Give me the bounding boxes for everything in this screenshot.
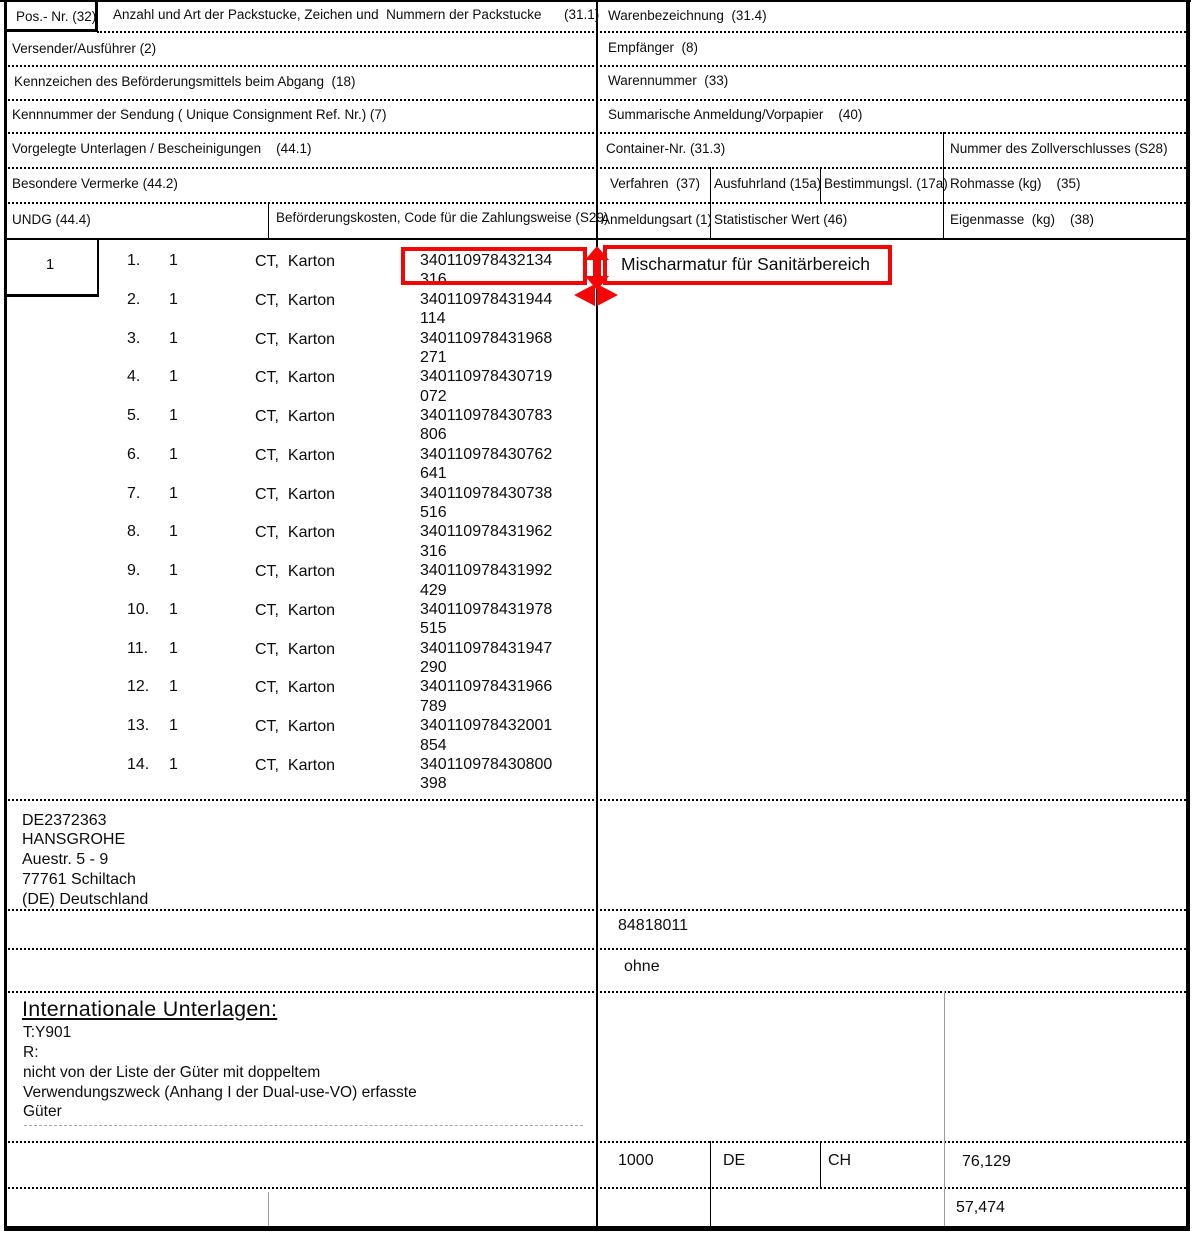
field-label-undg: UNDG (44.4)	[12, 212, 91, 227]
package-type: CT, Karton	[255, 369, 336, 387]
package-index: 11.	[127, 639, 149, 657]
package-number-main: 340110978431966	[420, 678, 553, 696]
unterlagen-line: Verwendungszweck (Anhang I der Dual-use-VO) erfasste	[23, 1084, 417, 1101]
package-number	[420, 329, 552, 368]
header-bottom-line	[5, 238, 1186, 240]
sender-line: HANSGROHE	[22, 831, 126, 848]
column-divider	[710, 1141, 711, 1226]
field-label-summarische: Summarische Anmeldung/Vorpapier (40)	[608, 107, 863, 122]
package-number	[420, 677, 552, 716]
package-number	[420, 716, 552, 755]
package-row	[105, 639, 625, 678]
package-number-main: 340110978431968	[420, 329, 553, 347]
field-label-kennzeichen: Kennzeichen des Beförderungsmittels beim Abgang (18)	[14, 74, 356, 89]
package-row	[105, 522, 625, 561]
form-left-border	[4, 1, 7, 1230]
field-label-container-nr: Container-Nr. (31.3)	[606, 141, 726, 156]
position-box-bottom-border	[4, 294, 99, 297]
package-number-main: 340110978431978	[420, 600, 553, 618]
package-index: 14.	[127, 755, 150, 773]
rohmasse-value: 76,129	[962, 1153, 1011, 1170]
field-label-vorgelegte: Vorgelegte Unterlagen / Bescheinigungen (44.1)	[12, 141, 312, 156]
package-index: 6.	[127, 445, 141, 463]
dotted-separator	[5, 991, 1186, 993]
package-number-suffix: 316	[420, 271, 447, 289]
package-type: CT, Karton	[255, 640, 336, 658]
unterlagen-line: T:Y901	[23, 1024, 72, 1041]
unterlagen-line: nicht von der Liste der Güter mit doppeltem	[23, 1064, 321, 1081]
package-list	[105, 251, 625, 794]
package-row	[105, 445, 625, 484]
package-index: 12.	[127, 678, 150, 696]
package-number	[420, 445, 552, 484]
package-quantity: 1	[169, 717, 178, 735]
unterlagen-title: Internationale Unterlagen:	[22, 997, 278, 1021]
package-number-suffix: 516	[420, 504, 447, 521]
package-number-main: 340110978431944	[420, 290, 553, 308]
package-index: 4.	[127, 368, 141, 386]
field-label-bestimmungsland: Bestimmungsl. (17a)	[824, 176, 948, 191]
package-number	[420, 561, 552, 600]
package-number-suffix: 316	[420, 542, 447, 560]
position-number: 1	[45, 256, 55, 273]
field-label-zollverschluss: Nummer des Zollverschlusses (S28)	[950, 141, 1168, 156]
package-type: CT, Karton	[255, 446, 336, 464]
package-quantity: 1	[169, 407, 178, 425]
dotted-separator	[5, 1187, 1186, 1189]
dotted-separator	[5, 799, 1186, 801]
goods-description: Mischarmatur für Sanitärbereich	[621, 254, 870, 274]
field-label-versender: Versender/Ausführer (2)	[12, 41, 157, 56]
field-label-packstuecke: Anzahl und Art der Packstucke, Zeichen und Nummern der Packstucke (31.1)	[113, 7, 600, 22]
package-number-main: 340110978431947	[420, 639, 553, 657]
package-type: CT, Karton	[255, 563, 336, 581]
package-quantity: 1	[169, 678, 178, 696]
package-number-suffix: 271	[420, 348, 447, 366]
package-number-suffix: 806	[420, 426, 447, 444]
field-label-pos-nr: Pos.- Nr. (32)	[16, 9, 97, 24]
package-number-main: 340110978430783	[420, 407, 553, 425]
package-quantity: 1	[169, 290, 178, 308]
package-type: CT, Karton	[255, 330, 336, 348]
package-index: 9.	[127, 562, 141, 580]
field-label-befoerderungskosten: Beförderungskosten, Code für die Zahlungsweise (S29)	[276, 210, 609, 225]
package-number-main: 340110978430800	[420, 755, 553, 773]
package-number-suffix: 290	[420, 659, 447, 677]
package-number-suffix: 515	[420, 620, 447, 638]
package-row	[105, 561, 625, 600]
field-label-statistischer-wert: Statistischer Wert (46)	[714, 212, 848, 227]
field-label-besondere: Besondere Vermerke (44.2)	[12, 176, 178, 191]
package-number	[420, 600, 552, 639]
dotted-separator	[5, 1141, 1186, 1143]
package-index: 1.	[127, 252, 141, 269]
package-number-suffix: 114	[420, 310, 446, 328]
package-quantity: 1	[169, 562, 178, 580]
package-row	[105, 755, 625, 794]
package-number-suffix: 072	[420, 387, 447, 405]
package-number	[420, 406, 552, 445]
package-index: 5.	[127, 407, 141, 425]
package-type: CT, Karton	[255, 718, 336, 736]
dotted-separator	[5, 948, 1186, 950]
field-label-warenbezeichnung: Warenbezeichnung (31.4)	[608, 8, 767, 23]
form-right-border	[1186, 1, 1190, 1230]
package-type: CT, Karton	[255, 601, 336, 619]
package-index: 13.	[127, 717, 150, 735]
eigenmasse-value: 57,474	[956, 1199, 1005, 1216]
package-quantity: 1	[169, 329, 178, 347]
field-label-anmeldungsart: Anmeldungsart (1)	[601, 212, 713, 227]
dotted-separator	[97, 31, 1186, 33]
package-number-suffix: 641	[420, 465, 447, 483]
package-type: CT, Karton	[255, 756, 336, 774]
position-box-right-border	[97, 240, 99, 296]
highlight-box-description	[603, 245, 892, 285]
form-bottom-border	[4, 1226, 1190, 1231]
package-number-suffix: 789	[420, 697, 447, 715]
field-label-verfahren: Verfahren (37)	[610, 176, 701, 191]
column-divider	[820, 1141, 821, 1187]
highlight-box-package-number	[401, 247, 587, 285]
warennummer-value: 84818011	[618, 917, 688, 934]
field-label-warennummer: Warennummer (33)	[608, 73, 729, 88]
package-quantity: 1	[169, 755, 178, 773]
field-label-empfaenger: Empfänger (8)	[608, 40, 699, 55]
package-index: 8.	[127, 523, 141, 541]
package-row	[105, 406, 625, 445]
unterlagen-line: R:	[23, 1044, 39, 1061]
package-number	[420, 755, 552, 794]
package-number-main: 340110978431962	[420, 523, 553, 541]
package-type: CT, Karton	[255, 291, 336, 309]
dotted-separator	[5, 99, 1186, 101]
package-type: CT, Karton	[255, 485, 336, 503]
vorpapier-value: ohne	[624, 958, 660, 975]
dotted-separator	[5, 132, 1186, 134]
package-number-main: 340110978432001	[420, 717, 553, 735]
package-number-main: 340110978430762	[420, 445, 553, 463]
package-quantity: 1	[169, 523, 178, 541]
sender-line: (DE) Deutschland	[22, 891, 149, 908]
package-number-suffix: 398	[420, 775, 447, 793]
package-quantity: 1	[169, 484, 178, 502]
sender-line: 77761 Schiltach	[22, 871, 136, 888]
horizontal-double-arrow-icon	[574, 284, 618, 306]
dotted-separator	[5, 202, 1186, 204]
package-number	[420, 639, 552, 678]
package-number	[420, 522, 552, 561]
package-index: 2.	[127, 290, 141, 308]
package-number	[420, 290, 552, 329]
package-number-suffix: 429	[420, 581, 447, 599]
ausfuhrland-value: DE	[723, 1152, 746, 1169]
package-quantity: 1	[169, 368, 178, 386]
package-type: CT, Karton	[255, 679, 336, 697]
column-divider-gray	[268, 1192, 269, 1226]
field-label-eigenmasse: Eigenmasse (kg) (38)	[950, 212, 1095, 227]
package-index: 7.	[127, 484, 141, 502]
package-row	[105, 329, 625, 368]
package-number-main: 340110978430738	[420, 484, 553, 502]
package-row	[105, 484, 625, 523]
package-quantity: 1	[169, 600, 178, 618]
dotted-separator	[5, 909, 1186, 911]
bestimmungsland-value: CH	[828, 1152, 852, 1169]
package-row	[105, 677, 625, 716]
column-divider	[268, 202, 269, 238]
sender-line: Auestr. 5 - 9	[22, 851, 109, 868]
package-number	[420, 367, 552, 406]
package-number-main: 340110978432134	[420, 252, 553, 269]
package-row	[105, 600, 625, 639]
verfahren-value: 1000	[618, 1152, 654, 1169]
unterlagen-line: Güter	[23, 1103, 62, 1120]
pos-box-bottom-border	[4, 29, 98, 32]
package-number	[420, 484, 552, 523]
dotted-separator	[5, 167, 1186, 169]
field-label-ausfuhrland: Ausfuhrland (15a)	[714, 176, 822, 191]
package-quantity: 1	[169, 252, 178, 269]
gray-dashed-separator	[24, 1125, 583, 1126]
package-row	[105, 367, 625, 406]
package-number-main: 340110978431992	[420, 562, 553, 580]
package-number-main: 340110978430719	[420, 368, 553, 386]
package-row	[105, 290, 625, 329]
column-divider	[710, 167, 711, 238]
column-divider-gray	[944, 991, 945, 1226]
sender-line: DE2372363	[22, 812, 107, 829]
field-label-kennnummer: Kennnummer der Sendung ( Unique Consignment Ref. Nr.) (7)	[12, 107, 387, 122]
package-quantity: 1	[169, 639, 178, 657]
package-quantity: 1	[169, 445, 178, 463]
package-type: CT, Karton	[255, 524, 336, 542]
package-type: CT, Karton	[255, 253, 336, 270]
field-label-rohmasse: Rohmasse (kg) (35)	[950, 176, 1081, 191]
package-index: 10.	[127, 600, 150, 618]
package-row	[105, 716, 625, 755]
package-number-suffix: 854	[420, 736, 447, 754]
package-index: 3.	[127, 329, 141, 347]
package-type: CT, Karton	[255, 408, 336, 426]
dotted-separator	[5, 65, 1186, 67]
